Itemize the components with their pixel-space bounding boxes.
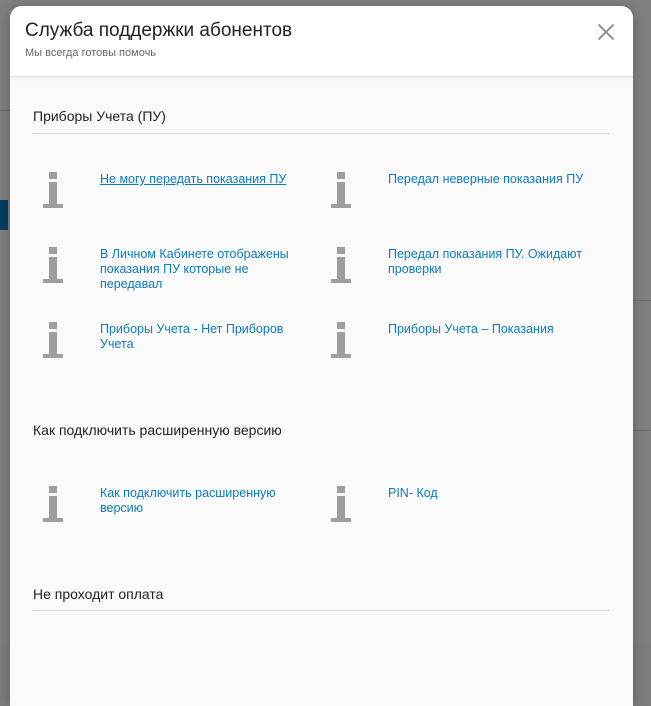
info-icon xyxy=(321,486,361,526)
modal-title: Служба поддержки абонентов xyxy=(25,20,293,41)
info-icon xyxy=(321,322,361,362)
faq-item-label: Приборы Учета – Показания xyxy=(388,322,554,336)
faq-item-label: В Личном Кабинете отображены показания ПУ которые не передавал xyxy=(100,247,289,291)
info-icon xyxy=(33,322,73,362)
info-icon xyxy=(321,247,361,287)
info-icon xyxy=(321,172,361,212)
close-icon xyxy=(594,20,618,44)
section-title-payment-failed: Не проходит оплата xyxy=(33,586,164,602)
support-modal xyxy=(10,6,633,706)
close-button[interactable] xyxy=(594,20,618,44)
section-title-meters: Приборы Учета (ПУ) xyxy=(33,108,166,124)
faq-item-label: Передал показания ПУ. Ожидают проверки xyxy=(388,247,583,276)
faq-item-label: Передал неверные показания ПУ xyxy=(388,172,584,186)
section-divider xyxy=(33,610,609,611)
faq-item-label: Как подключить расширенную версию xyxy=(100,486,276,515)
modal-header xyxy=(10,6,633,77)
section-title-extended-version: Как подключить расширенную версию xyxy=(33,422,282,438)
faq-item-label: PIN- Код xyxy=(388,486,438,500)
info-icon xyxy=(33,172,73,212)
faq-item-label: Не могу передать показания ПУ xyxy=(100,172,287,186)
info-icon xyxy=(33,486,73,526)
modal-subtitle: Мы всегда готовы помочь xyxy=(25,47,157,59)
section-divider xyxy=(33,133,609,134)
info-icon xyxy=(33,247,73,287)
faq-item-label: Приборы Учета - Нет Приборов Учета xyxy=(100,322,284,351)
